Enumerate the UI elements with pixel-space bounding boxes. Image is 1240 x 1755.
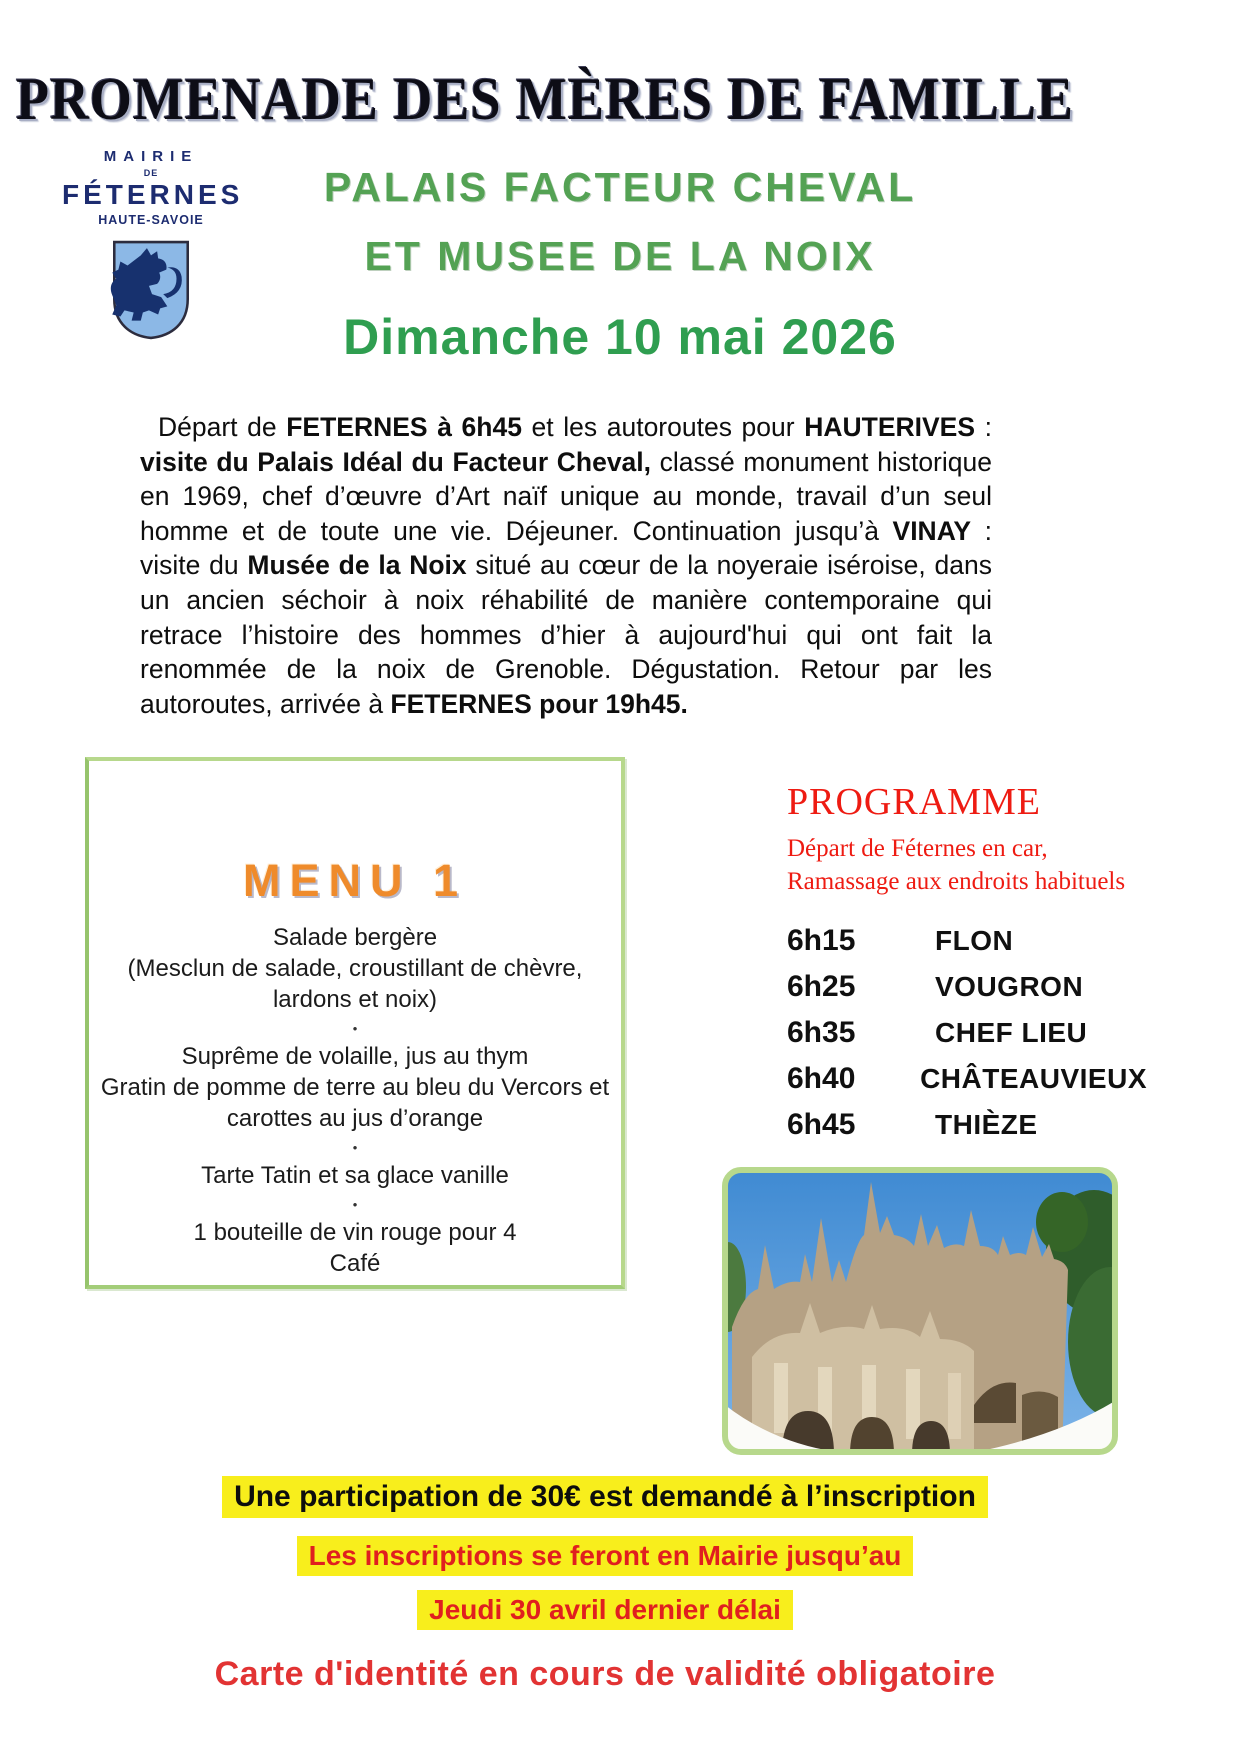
participation-text: Une participation de 30€ est demandé à l’inscription <box>222 1476 988 1518</box>
menu-line: Tarte Tatin et sa glace vanille <box>201 1162 509 1189</box>
programme-title: PROGRAMME <box>787 781 1041 823</box>
pickup-row <box>787 1062 1147 1096</box>
pickup-place: VOUGRON <box>935 971 1084 1002</box>
programme-subtitle-line1: Départ de Féternes en car, <box>787 835 1048 862</box>
text-segment-bold: FETERNES pour 19h45. <box>390 688 688 719</box>
pickup-place: CHEF LIEU <box>935 1017 1088 1048</box>
menu-line: Salade bergère <box>272 924 438 951</box>
event-heading-line1: PALAIS FACTEUR CHEVAL <box>323 164 917 210</box>
pickup-row <box>787 1016 1147 1050</box>
text-segment: : <box>975 412 992 442</box>
trip-description <box>140 410 992 721</box>
menu-separator-dot: • <box>352 1021 358 1036</box>
pickup-row <box>787 1108 1147 1142</box>
text-segment: et les autoroutes pour <box>521 412 805 442</box>
pickup-row <box>787 970 1147 1004</box>
page-title: PROMENADE DES MÈRES DE FAMILLE <box>15 65 1075 133</box>
text-segment: Départ de <box>158 412 287 442</box>
pickup-schedule <box>787 924 1147 1142</box>
menu-line: (Mesclun de salade, croustillant de chèvre, <box>127 955 583 982</box>
pickup-time: 6h40 <box>787 1062 856 1095</box>
menu-box <box>85 757 625 1289</box>
event-heading-line2: ET MUSEE DE LA NOIX <box>364 233 876 279</box>
pickup-time: 6h15 <box>787 924 856 957</box>
text-segment-bold: VINAY <box>892 515 972 546</box>
inscription-notice-line1 <box>0 1536 1210 1576</box>
pickup-place: FLON <box>935 925 1014 956</box>
inscription-text-line1: Les inscriptions se feront en Mairie jusqu’au <box>297 1536 914 1576</box>
menu-separator-dot: • <box>352 1197 358 1212</box>
logo-de-label: DE <box>143 168 159 178</box>
text-segment-bold: visite du Palais Idéal du Facteur Cheval, <box>140 446 652 477</box>
programme-subtitle <box>787 832 1147 898</box>
pickup-row <box>787 924 1147 958</box>
text-segment: : visite du <box>140 515 992 581</box>
event-date: Dimanche 10 mai 2026 <box>343 309 897 365</box>
menu-separator-dot: • <box>352 1140 358 1155</box>
identity-card-notice: Carte d'identité en cours de validité obligatoire <box>214 1655 996 1693</box>
logo-departement-label: HAUTE-SAVOIE <box>98 213 204 227</box>
pickup-time: 6h25 <box>787 970 856 1003</box>
text-segment: situé au cœur de la noyeraie iséroise, dans un ancien séchoir à noix réhabilité de manière contemporaine qui retrace l’histoire des hommes d’hier à aujourd'hui qui ont fait la renommée de la noix de Grenoble. Dégustation. Retour par les autoroutes, arrivée à <box>140 550 993 719</box>
menu-line: Café <box>329 1250 381 1277</box>
menu-line: Suprême de volaille, jus au thym <box>181 1043 529 1070</box>
menu-line: 1 bouteille de vin rouge pour 4 <box>193 1219 517 1246</box>
pickup-time: 6h45 <box>787 1108 856 1141</box>
menu-title: MENU 1 <box>242 855 468 906</box>
programme-section <box>787 780 1147 1154</box>
pickup-place: THIÈZE <box>935 1109 1038 1140</box>
menu-line: Gratin de pomme de terre au bleu du Vercors et <box>100 1074 610 1101</box>
inscription-notice-line2 <box>0 1590 1210 1630</box>
menu-line: lardons et noix) <box>272 986 438 1013</box>
participation-notice <box>0 1476 1210 1518</box>
logo-commune-label: FÉTERNES <box>62 179 244 210</box>
text-segment: classé monument historique en 1969, chef d’œuvre d’Art naïf unique au monde, travail d’un seul homme et de toute une vie. Déjeuner. Continuation jusqu’à <box>140 446 992 546</box>
text-segment-bold: Musée de la Noix <box>247 550 467 581</box>
pickup-time: 6h35 <box>787 1016 856 1049</box>
inscription-text-line2: Jeudi 30 avril dernier délai <box>417 1590 793 1630</box>
palais-ideal-photo <box>722 1167 1118 1455</box>
text-segment-bold: FETERNES à 6h45 <box>286 412 522 442</box>
logo-mairie-label: MAIRIE <box>103 148 199 165</box>
programme-subtitle-line2: Ramassage aux endroits habituels <box>787 868 1126 895</box>
pickup-place: CHÂTEAUVIEUX <box>920 1063 1147 1094</box>
text-segment-bold: HAUTERIVES <box>804 412 976 442</box>
menu-line: carottes au jus d’orange <box>226 1105 484 1132</box>
